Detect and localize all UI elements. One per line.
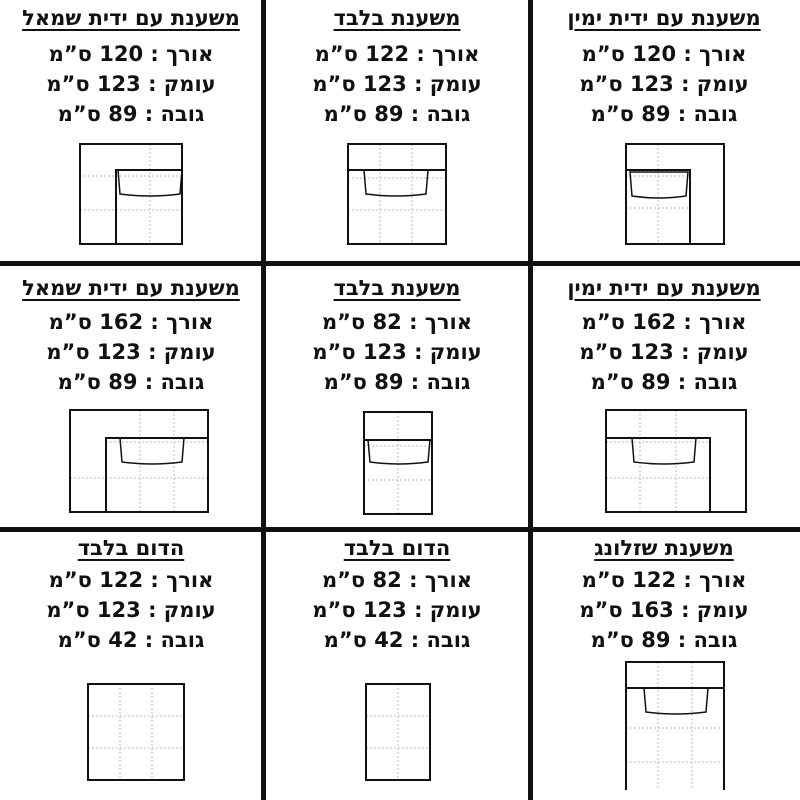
module-title: משענת עם ידית ימין	[567, 276, 761, 300]
module-card-armrest-left-120	[0, 0, 262, 258]
module-length: אורך : 162 ס”מ	[48, 310, 214, 334]
module-height: גובה : 42 ס”מ	[323, 628, 471, 652]
module-diagram-ottoman-narrow	[266, 532, 528, 790]
module-height: גובה : 89 ס”מ	[590, 102, 738, 126]
module-height: גובה : 89 ס”מ	[323, 102, 471, 126]
module-card-backrest-122	[266, 0, 528, 258]
module-height: גובה : 89 ס”מ	[590, 628, 738, 652]
module-card-backrest-82	[266, 266, 528, 524]
module-card-armrest-right-162	[533, 266, 795, 524]
module-length: אורך : 82 ס”מ	[321, 568, 473, 592]
module-card-armrest-left-162	[0, 266, 262, 524]
module-height: גובה : 89 ס”מ	[57, 102, 205, 126]
module-title: הדום בלבד	[343, 536, 451, 560]
module-title: משענת עם ידית שמאל	[22, 276, 240, 300]
module-length: אורך : 120 ס”מ	[581, 42, 747, 66]
module-length: אורך : 82 ס”מ	[321, 310, 473, 334]
module-diagram-backrest-narrow	[266, 266, 528, 524]
module-card-armrest-right-120	[533, 0, 795, 258]
module-title: משענת בלבד	[333, 276, 461, 300]
module-card-chaise-122	[533, 532, 795, 790]
module-title: הדום בלבד	[77, 536, 185, 560]
module-depth: עומק : 123 ס”מ	[46, 598, 216, 622]
grid-divider-vertical	[261, 0, 266, 800]
module-depth: עומק : 123 ס”מ	[46, 72, 216, 96]
module-depth: עומק : 123 ס”מ	[46, 340, 216, 364]
module-length: אורך : 122 ס”מ	[314, 42, 480, 66]
module-diagram-backrest	[266, 0, 528, 258]
module-title: משענת שזלונג	[594, 536, 734, 560]
module-length: אורך : 162 ס”מ	[581, 310, 747, 334]
module-title: משענת עם ידית שמאל	[22, 6, 240, 30]
module-height: גובה : 89 ס”מ	[323, 370, 471, 394]
module-diagram-chaise	[533, 532, 795, 790]
module-depth: עומק : 123 ס”מ	[312, 598, 482, 622]
module-depth: עומק : 123 ס”מ	[579, 72, 749, 96]
module-card-ottoman-82	[266, 532, 528, 790]
module-diagram-armrest-right	[533, 0, 795, 258]
module-diagram-ottoman-wide	[0, 532, 262, 790]
module-length: אורך : 120 ס”מ	[48, 42, 214, 66]
module-length: אורך : 122 ס”מ	[581, 568, 747, 592]
module-depth: עומק : 163 ס”מ	[579, 598, 749, 622]
module-length: אורך : 122 ס”מ	[48, 568, 214, 592]
module-depth: עומק : 123 ס”מ	[579, 340, 749, 364]
module-depth: עומק : 123 ס”מ	[312, 340, 482, 364]
module-height: גובה : 89 ס”מ	[57, 370, 205, 394]
module-height: גובה : 42 ס”מ	[57, 628, 205, 652]
module-depth: עומק : 123 ס”מ	[312, 72, 482, 96]
module-diagram-armrest-left	[0, 0, 262, 258]
module-card-ottoman-122	[0, 532, 262, 790]
module-title: משענת עם ידית ימין	[567, 6, 761, 30]
module-diagram-armrest-right-wide	[533, 266, 795, 524]
grid-divider-horizontal	[0, 527, 800, 532]
grid-divider-vertical	[528, 0, 533, 800]
module-title: משענת בלבד	[333, 6, 461, 30]
module-diagram-armrest-left-wide	[0, 266, 262, 524]
module-height: גובה : 89 ס”מ	[590, 370, 738, 394]
grid-divider-horizontal	[0, 261, 800, 266]
